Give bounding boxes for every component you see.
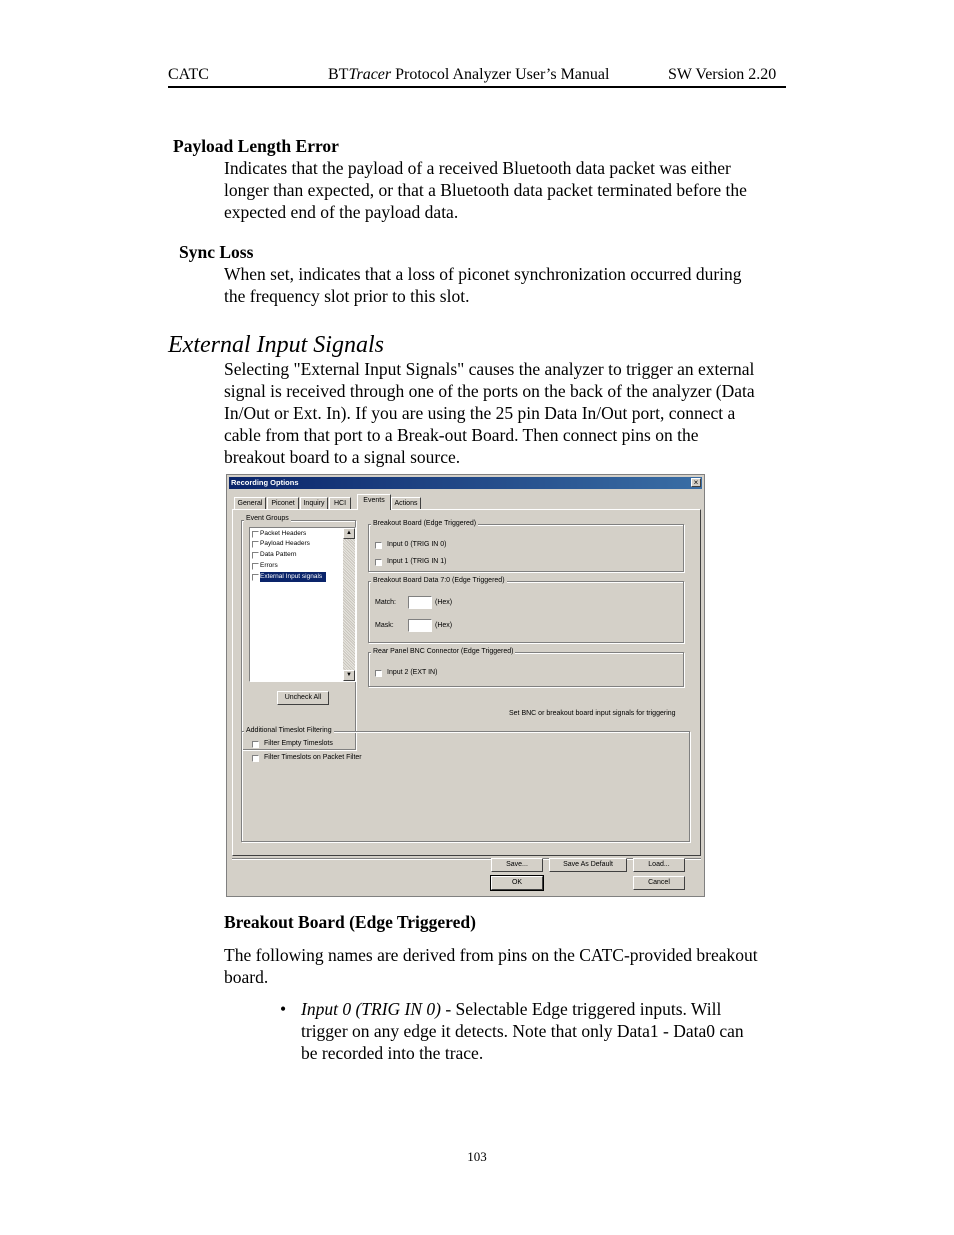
external-input-text: Selecting "External Input Signals" causes the analyzer to trigger an external signal is received through one of the ports on the back of the analyzer (Data In/Out or Ext. In). If you are using the 25 pin Data In/Out port, connect a cable from that port to a Break-out Board. Then connect pins on the breakout board to a signal source.: [224, 359, 755, 467]
close-icon[interactable]: ×: [691, 478, 701, 487]
breakout-edge-label: Breakout Board (Edge Triggered): [373, 520, 477, 527]
cancel-button[interactable]: Cancel: [633, 876, 685, 890]
input1-label: Input 1 (TRIG IN 1): [387, 558, 447, 565]
dialog-separator: [232, 858, 701, 860]
input0-checkbox[interactable]: [375, 542, 382, 549]
hint-text: Set BNC or breakout board input signals for triggering: [509, 710, 676, 717]
filter-packet-checkbox[interactable]: [252, 755, 259, 762]
tab-general[interactable]: General: [234, 497, 266, 509]
input0-label: Input 0 (TRIG IN 0): [387, 541, 447, 548]
events-panel: [232, 509, 701, 856]
payload-length-error-text: Indicates that the payload of a received Bluetooth data packet was either longer than expected, or that a Bluetooth data packet terminated before the expected end of the payload data.: [224, 158, 747, 222]
bullet-marker: •: [280, 999, 287, 1019]
uncheck-all-button[interactable]: Uncheck All: [277, 691, 329, 705]
sync-loss-text: When set, indicates that a loss of piconet synchronization occurred during the frequency slot prior to this slot.: [224, 264, 742, 306]
section-heading: External Input Signals: [168, 332, 384, 358]
checkbox[interactable]: [252, 552, 259, 559]
filter-empty-checkbox[interactable]: [252, 741, 259, 748]
checkbox[interactable]: [252, 531, 259, 538]
term-payload-length-error: Payload Length Error: [173, 136, 339, 156]
mask-hex-label: (Hex): [435, 622, 453, 629]
tab-hci[interactable]: HCI: [329, 497, 351, 509]
save-button[interactable]: Save...: [491, 858, 543, 872]
page-number: 103: [467, 1149, 487, 1164]
filter-packet-label: Filter Timeslots on Packet Filter: [264, 754, 362, 761]
list-item[interactable]: Data Pattern: [252, 550, 297, 560]
breakout-data-group: [368, 581, 684, 643]
rear-bnc-label: Rear Panel BNC Connector (Edge Triggered): [373, 648, 514, 655]
tab-events[interactable]: Events: [357, 494, 391, 510]
mask-label: Mask:: [375, 622, 394, 629]
load-button[interactable]: Load...: [633, 858, 685, 872]
checkbox[interactable]: [252, 574, 259, 581]
list-item[interactable]: Payload Headers: [252, 539, 310, 549]
list-item-selected[interactable]: External Input signals: [252, 572, 326, 582]
match-hex-label: (Hex): [435, 599, 453, 606]
tab-piconet[interactable]: Piconet: [267, 497, 299, 509]
filter-empty-label: Filter Empty Timeslots: [264, 740, 333, 747]
scroll-up-icon[interactable]: ▲: [343, 528, 355, 539]
input2-label: Input 2 (EXT IN): [387, 669, 438, 676]
breakout-board-text: The following names are derived from pins on the CATC-provided breakout board.: [224, 945, 758, 987]
event-groups-list[interactable]: [249, 527, 356, 682]
match-input[interactable]: [408, 596, 432, 609]
header-left: CATC: [168, 66, 209, 83]
term-breakout-board: Breakout Board (Edge Triggered): [224, 912, 476, 932]
tab-actions[interactable]: Actions: [391, 497, 421, 509]
checkbox[interactable]: [252, 563, 259, 570]
dialog-title-bar: Recording Options: [229, 477, 702, 489]
recording-options-dialog: [226, 474, 705, 897]
list-item[interactable]: Errors: [252, 561, 278, 571]
input2-checkbox[interactable]: [375, 670, 382, 677]
scroll-down-icon[interactable]: ▼: [343, 670, 355, 681]
save-as-default-button[interactable]: Save As Default: [549, 858, 627, 872]
tab-inquiry[interactable]: Inquiry: [300, 497, 328, 509]
ok-button[interactable]: OK: [491, 876, 543, 890]
header-title: BTTracer Protocol Analyzer User’s Manual: [328, 66, 610, 83]
timeslot-label: Additional Timeslot Filtering: [246, 727, 332, 734]
input1-checkbox[interactable]: [375, 559, 382, 566]
term-sync-loss: Sync Loss: [179, 242, 254, 262]
list-item[interactable]: Packet Headers: [252, 529, 306, 539]
bullet-input0: Input 0 (TRIG IN 0) - Selectable Edge triggered inputs. Will trigger on any edge it detects. Note that only Data1 - Data0 can be recorded into the trace.: [301, 999, 744, 1063]
list-scrollbar[interactable]: [343, 528, 355, 681]
header-rule: [168, 86, 786, 88]
header-right: SW Version 2.20: [668, 66, 777, 83]
mask-input[interactable]: [408, 619, 432, 632]
match-label: Match:: [375, 599, 397, 606]
breakout-data-label: Breakout Board Data 7:0 (Edge Triggered): [373, 577, 505, 584]
event-groups-label: Event Groups: [246, 515, 289, 522]
checkbox[interactable]: [252, 541, 259, 548]
